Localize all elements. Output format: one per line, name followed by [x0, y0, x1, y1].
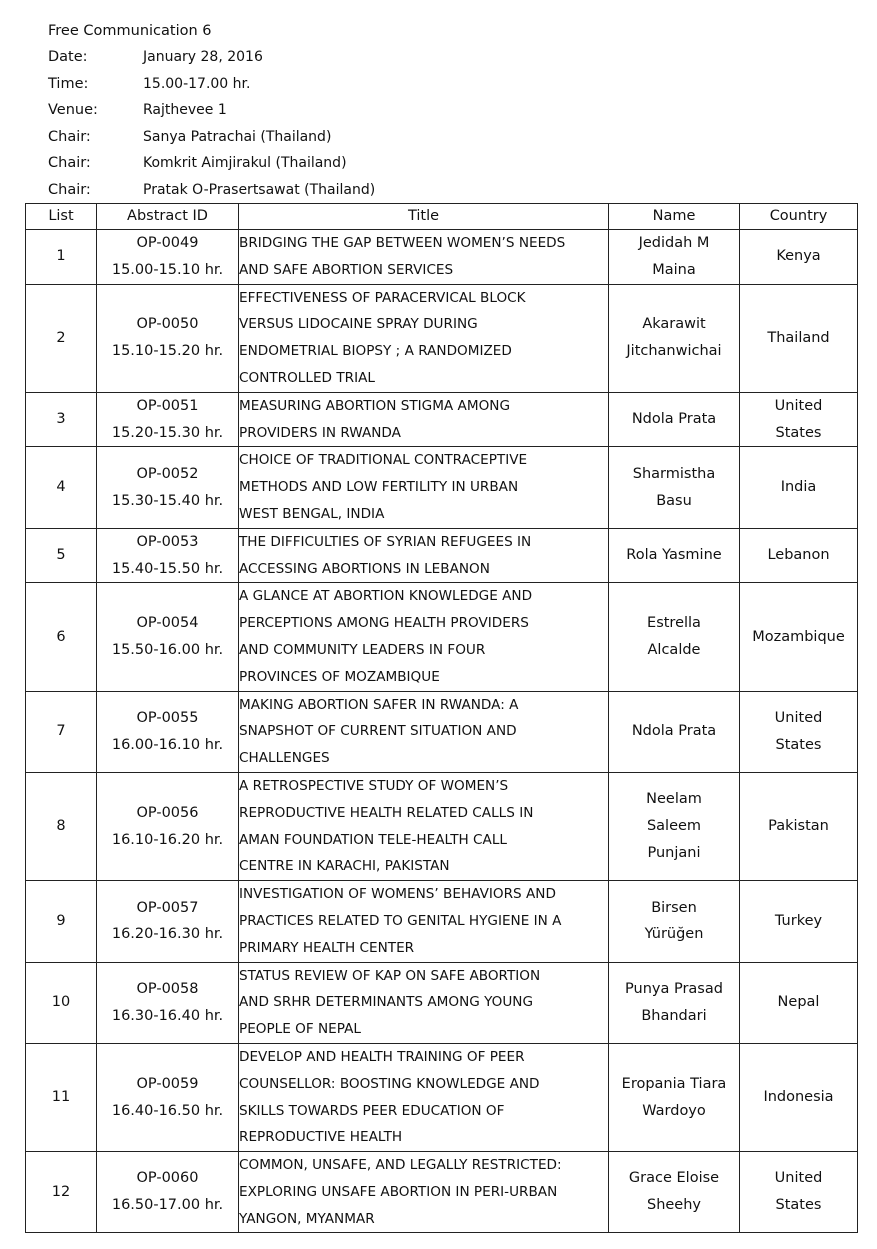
abstract-id-line: 16.20-16.30 hr.	[111, 926, 224, 943]
abstract-id-line: OP-0052	[136, 465, 199, 482]
presenter-name-line: Maina	[652, 261, 696, 278]
abstract-title	[239, 772, 609, 880]
presenter-name-line: Jitchanwichai	[626, 343, 722, 360]
abstract-title	[239, 284, 609, 392]
abstract-id-line: OP-0055	[136, 709, 199, 726]
meta-label: Time:	[48, 75, 89, 92]
country	[740, 772, 858, 880]
list-number: 3	[26, 392, 97, 447]
country	[740, 583, 858, 691]
country	[740, 691, 858, 772]
table-row	[26, 583, 858, 691]
abstract-id	[97, 962, 239, 1043]
abstract-title-line: BRIDGING THE GAP BETWEEN WOMEN’S NEEDS	[239, 235, 566, 251]
table-row	[26, 1043, 858, 1151]
abstract-title-line: ENDOMETRIAL BIOPSY ; A RANDOMIZED	[239, 343, 512, 360]
meta-label: Date:	[48, 49, 88, 65]
abstract-title-line: REPRODUCTIVE HEALTH RELATED CALLS IN	[239, 804, 534, 821]
country	[740, 1152, 858, 1233]
abstract-id-line: 16.00-16.10 hr.	[111, 736, 224, 753]
abstract-id-line: OP-0058	[136, 980, 199, 997]
meta-row-date	[48, 44, 375, 71]
presenter-name-line: Jedidah M	[638, 235, 710, 251]
abstract-title-line: MAKING ABORTION SAFER IN RWANDA: A	[239, 696, 519, 713]
country-line: Mozambique	[752, 628, 845, 645]
meta-row-chair	[48, 124, 375, 151]
abstract-id-line: OP-0060	[136, 1170, 199, 1187]
presenter-name-line: Neelam	[646, 791, 702, 808]
abstract-id-line: OP-0056	[136, 804, 199, 821]
presenter-name	[609, 583, 740, 691]
abstract-title-line: AND SRHR DETERMINANTS AMONG YOUNG	[239, 994, 534, 1011]
presenter-name-line: Eropania Tiara	[621, 1075, 727, 1092]
abstract-id-line: 15.10-15.20 hr.	[111, 343, 224, 360]
meta-value: Pratak O-Prasertsawat (Thailand)	[143, 181, 376, 198]
abstract-title-line: SKILLS TOWARDS PEER EDUCATION OF	[239, 1102, 505, 1119]
abstract-title	[239, 392, 609, 447]
meta-row-venue	[48, 97, 375, 124]
column-header-title: Title	[239, 204, 609, 230]
presenter-name-line: Yürüğen	[644, 926, 704, 943]
abstract-title-line: REPRODUCTIVE HEALTH	[239, 1129, 403, 1146]
abstract-title-line: INVESTIGATION OF WOMENS’ BEHAVIORS AND	[239, 886, 556, 903]
abstract-id-line: OP-0057	[136, 899, 199, 916]
country	[740, 1043, 858, 1151]
abstract-id	[97, 881, 239, 962]
abstract-title-line: VERSUS LIDOCAINE SPRAY DURING	[239, 316, 478, 333]
abstract-title-line: PRIMARY HEALTH CENTER	[239, 939, 415, 956]
list-number: 4	[26, 447, 97, 528]
presenter-name-line: Grace Eloise	[628, 1170, 720, 1187]
abstract-title-line: ACCESSING ABORTIONS IN LEBANON	[239, 560, 490, 577]
presenter-name-line: Alcalde	[647, 641, 701, 658]
country-line: Turkey	[774, 912, 823, 929]
country	[740, 392, 858, 447]
abstract-title-line: A RETROSPECTIVE STUDY OF WOMEN’S	[239, 777, 509, 794]
table-row	[26, 1152, 858, 1233]
presenter-name	[609, 392, 740, 447]
meta-label: Chair:	[48, 181, 91, 198]
abstract-title	[239, 881, 609, 962]
session-title: Free Communication 6	[48, 23, 212, 39]
abstract-title	[239, 230, 609, 285]
abstract-title-line: DEVELOP AND HEALTH TRAINING OF PEER	[239, 1048, 525, 1065]
abstract-title-line: COUNSELLOR: BOOSTING KNOWLEDGE AND	[239, 1075, 540, 1092]
abstract-id	[97, 1043, 239, 1151]
abstract-id-line: 15.50-16.00 hr.	[111, 641, 224, 658]
abstract-title-line: AND COMMUNITY LEADERS IN FOUR	[239, 641, 486, 658]
country	[740, 962, 858, 1043]
abstract-title-line: CENTRE IN KARACHI, PAKISTAN	[239, 858, 450, 875]
abstract-title-line: AMAN FOUNDATION TELE-HEALTH CALL	[239, 831, 507, 848]
abstract-id-line: OP-0051	[136, 397, 199, 414]
table-row	[26, 528, 858, 583]
abstract-id-line: 15.40-15.50 hr.	[111, 560, 224, 577]
meta-label: Chair:	[48, 128, 91, 145]
abstract-title	[239, 691, 609, 772]
presenter-name	[609, 284, 740, 392]
presenter-name-line: Ndola Prata	[631, 411, 717, 428]
abstract-id-line: OP-0059	[136, 1075, 199, 1092]
table-row	[26, 230, 858, 285]
presenter-name-line: Wardoyo	[642, 1102, 706, 1119]
country-line: United	[774, 709, 823, 726]
column-header-list: List	[26, 204, 97, 230]
presenter-name	[609, 772, 740, 880]
abstract-id-line: 15.20-15.30 hr.	[111, 424, 224, 441]
presenter-name-line: Estrella	[647, 615, 701, 632]
presenter-name	[609, 881, 740, 962]
meta-label: Chair:	[48, 155, 91, 172]
country-line: India	[780, 479, 817, 496]
presenter-name-line: Akarawit	[642, 316, 706, 333]
abstract-title-line: PROVINCES OF MOZAMBIQUE	[239, 668, 440, 685]
abstract-title-line: METHODS AND LOW FERTILITY IN URBAN	[239, 479, 519, 496]
abstract-id	[97, 528, 239, 583]
table-body	[26, 230, 858, 1233]
table-row	[26, 392, 858, 447]
abstract-title-line: PROVIDERS IN RWANDA	[239, 424, 401, 441]
list-number: 9	[26, 881, 97, 962]
abstract-id-line: OP-0049	[136, 235, 199, 251]
abstract-title-line: MEASURING ABORTION STIGMA AMONG	[239, 397, 510, 414]
abstract-title-line: EFFECTIVENESS OF PARACERVICAL BLOCK	[239, 289, 526, 306]
meta-row-time	[48, 71, 375, 98]
list-number: 5	[26, 528, 97, 583]
table-row	[26, 881, 858, 962]
meta-value: Sanya Patrachai (Thailand)	[143, 128, 332, 145]
presenter-name-line: Sheehy	[646, 1197, 701, 1214]
list-number: 12	[26, 1152, 97, 1233]
presenter-name-line: Punjani	[647, 844, 701, 861]
abstract-title-line: COMMON, UNSAFE, AND LEGALLY RESTRICTED:	[239, 1157, 562, 1174]
abstract-title-line: YANGON, MYANMAR	[239, 1210, 375, 1227]
list-number: 11	[26, 1043, 97, 1151]
abstract-id-line: 15.00-15.10 hr.	[111, 261, 224, 278]
country	[740, 284, 858, 392]
list-number: 8	[26, 772, 97, 880]
abstract-id	[97, 772, 239, 880]
country	[740, 881, 858, 962]
abstract-id	[97, 230, 239, 285]
list-number: 6	[26, 583, 97, 691]
abstract-title-line: STATUS REVIEW OF KAP ON SAFE ABORTION	[239, 967, 541, 984]
presenter-name-line: Sharmistha	[632, 465, 716, 482]
abstract-id	[97, 392, 239, 447]
abstract-title	[239, 1152, 609, 1233]
country-line: States	[775, 424, 822, 441]
country	[740, 528, 858, 583]
abstract-table	[25, 203, 858, 1233]
abstract-id-line: OP-0053	[136, 533, 199, 550]
country-line: Thailand	[767, 329, 830, 346]
abstract-id-line: 16.50-17.00 hr.	[111, 1197, 224, 1214]
abstract-id-line: 16.30-16.40 hr.	[111, 1007, 224, 1024]
presenter-name	[609, 447, 740, 528]
country-line: States	[775, 736, 822, 753]
presenter-name	[609, 962, 740, 1043]
presenter-name	[609, 1043, 740, 1151]
abstract-title-line: AND SAFE ABORTION SERVICES	[239, 261, 454, 278]
presenter-name-line: Birsen	[651, 899, 697, 916]
country-line: Nepal	[777, 994, 820, 1011]
presenter-name-line: Saleem	[646, 818, 702, 835]
country-line: United	[774, 397, 823, 414]
column-header-name: Name	[609, 204, 740, 230]
country-line: States	[775, 1197, 822, 1214]
country-line: United	[774, 1170, 823, 1187]
table-row	[26, 691, 858, 772]
abstract-id	[97, 447, 239, 528]
abstract-title-line: CHALLENGES	[239, 750, 330, 767]
abstract-title-line: A GLANCE AT ABORTION KNOWLEDGE AND	[239, 588, 533, 605]
abstract-id-line: OP-0050	[136, 316, 199, 333]
presenter-name	[609, 528, 740, 583]
abstract-title	[239, 528, 609, 583]
abstract-id-line: OP-0054	[136, 615, 199, 632]
abstract-id	[97, 284, 239, 392]
abstract-id	[97, 691, 239, 772]
country-line: Indonesia	[763, 1089, 834, 1106]
abstract-title	[239, 962, 609, 1043]
table-row	[26, 772, 858, 880]
meta-value: Komkrit Aimjirakul (Thailand)	[143, 155, 347, 172]
presenter-name-line: Bhandari	[641, 1007, 707, 1024]
abstract-title-line: PEOPLE OF NEPAL	[239, 1021, 361, 1038]
list-number: 7	[26, 691, 97, 772]
abstract-title-line: SNAPSHOT OF CURRENT SITUATION AND	[239, 723, 517, 740]
abstract-id	[97, 1152, 239, 1233]
presenter-name	[609, 691, 740, 772]
country-line: Pakistan	[768, 818, 829, 835]
presenter-name-line: Punya Prasad	[625, 980, 723, 997]
abstract-title-line: WEST BENGAL, INDIA	[239, 505, 385, 522]
abstract-title-line: PERCEPTIONS AMONG HEALTH PROVIDERS	[239, 615, 529, 632]
table-row	[26, 447, 858, 528]
abstract-title-line: EXPLORING UNSAFE ABORTION IN PERI-URBAN	[239, 1183, 558, 1200]
column-header-country: Country	[740, 204, 858, 230]
meta-row-chair	[48, 177, 375, 204]
meta-value: 15.00-17.00 hr.	[143, 75, 251, 92]
table-row	[26, 284, 858, 392]
country	[740, 447, 858, 528]
country-line: Kenya	[776, 248, 821, 265]
presenter-name	[609, 230, 740, 285]
list-number: 10	[26, 962, 97, 1043]
abstract-id-line: 16.40-16.50 hr.	[111, 1102, 224, 1119]
meta-label: Venue:	[48, 102, 98, 119]
presenter-name-line: Ndola Prata	[631, 723, 717, 740]
session-header	[48, 18, 375, 204]
presenter-name-line: Rola Yasmine	[626, 547, 722, 564]
column-header-abstract-id: Abstract ID	[97, 204, 239, 230]
abstract-id-line: 16.10-16.20 hr.	[111, 831, 224, 848]
abstract-title-line: THE DIFFICULTIES OF SYRIAN REFUGEES IN	[239, 533, 532, 550]
list-number: 2	[26, 284, 97, 392]
table-header-row	[26, 204, 858, 230]
abstract-title	[239, 447, 609, 528]
abstract-title-line: PRACTICES RELATED TO GENITAL HYGIENE IN A	[239, 912, 562, 929]
country	[740, 230, 858, 285]
abstract-title	[239, 583, 609, 691]
meta-row-chair	[48, 150, 375, 177]
abstract-id	[97, 583, 239, 691]
abstract-id-line: 15.30-15.40 hr.	[111, 492, 224, 509]
presenter-name-line: Basu	[656, 492, 692, 509]
abstract-title-line: CHOICE OF TRADITIONAL CONTRACEPTIVE	[239, 452, 528, 469]
abstract-title	[239, 1043, 609, 1151]
table-row	[26, 962, 858, 1043]
meta-value: Rajthevee 1	[143, 102, 227, 119]
abstract-title-line: CONTROLLED TRIAL	[239, 369, 375, 386]
meta-value: January 28, 2016	[143, 49, 263, 65]
presenter-name	[609, 1152, 740, 1233]
country-line: Lebanon	[767, 547, 830, 564]
list-number: 1	[26, 230, 97, 285]
